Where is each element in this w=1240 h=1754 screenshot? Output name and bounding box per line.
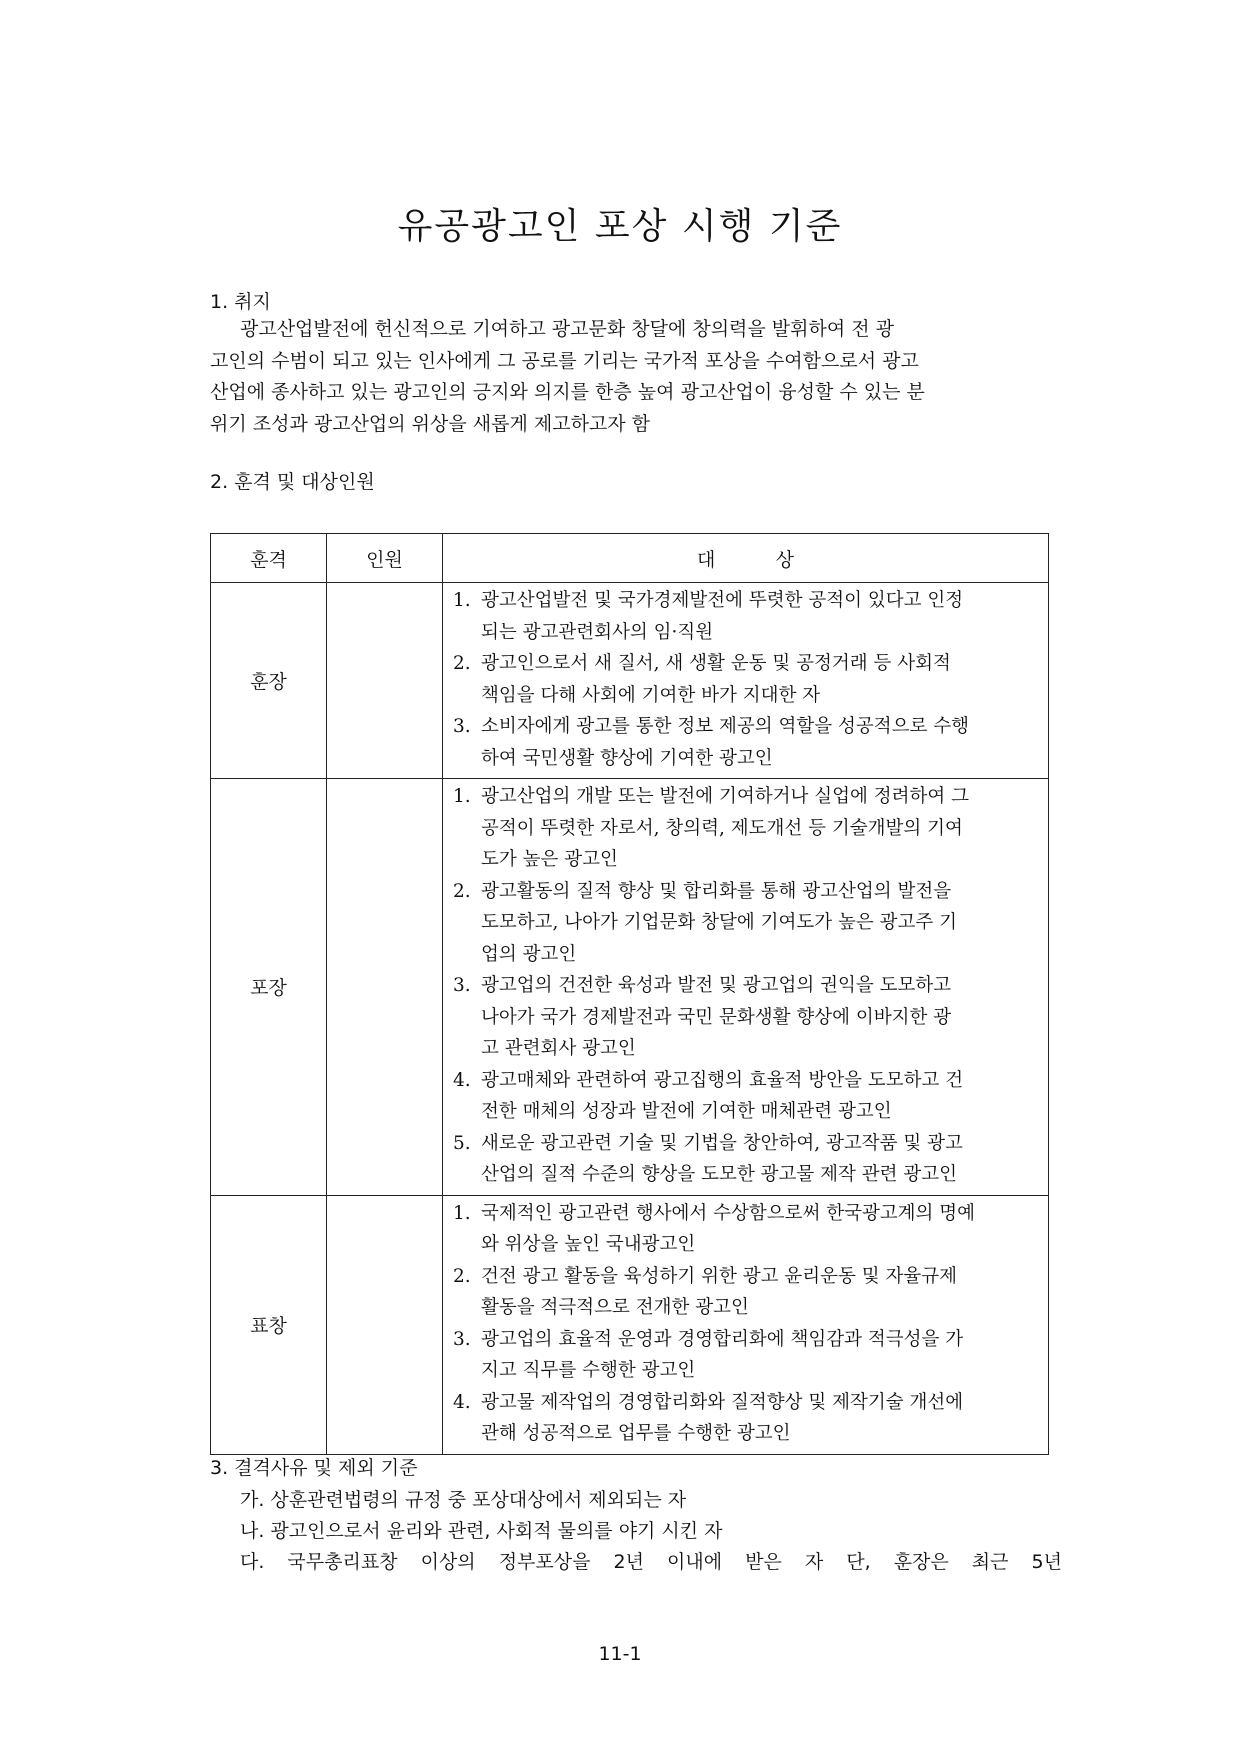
criteria-number: 2. [453,1265,471,1287]
criteria-number: 2. [453,653,471,674]
criteria-number: 3. [453,716,471,737]
criteria-line: 건전 광고 활동을 육성하기 위한 광고 윤리운동 및 자율규제 [481,1265,957,1287]
criteria-item [453,1198,1044,1261]
grade-cell: 포장 [211,779,327,1196]
criteria-text [481,711,1044,774]
section2-heading: 2. 훈격 및 대상인원 [210,471,375,493]
criteria-number: 3. [453,1328,471,1350]
criteria-text [481,1128,1044,1191]
criteria-text [481,585,1044,648]
criteria-text [481,970,1044,1065]
exclusion-item: 다. 국무총리표창 이상의 정부포상을 2년 이내에 받은 자 단, 훈장은 최근 5년 [240,1551,1062,1573]
criteria-number: 1. [453,1202,471,1224]
criteria-line: 광고활동의 질적 향상 및 합리화를 통해 광고산업의 발전을 [481,880,952,902]
header-grade: 훈격 [211,534,327,583]
header-target: 대 상 [443,534,1049,583]
criteria-number: 4. [453,1391,471,1413]
target-cell [443,583,1049,779]
criteria-line: 광고업의 건전한 육성과 발전 및 광고업의 권익을 도모하고 [481,975,952,996]
criteria-text [481,648,1044,711]
criteria-number: 4. [453,1069,471,1091]
criteria-line: 나아가 국가 경제발전과 국민 문화생활 향상에 이바지한 광 [481,1006,952,1028]
criteria-number: 5. [453,1132,471,1154]
criteria-line: 광고물 제작업의 경영합리화와 질적향상 및 제작기술 개선에 [481,1391,964,1413]
criteria-item [453,1128,1044,1191]
criteria-line: 하여 국민생활 향상에 기여한 광고인 [481,747,773,769]
criteria-item [453,1324,1044,1387]
criteria-line: 새로운 광고관련 기술 및 기법을 창안하여, 광고작품 및 광고 [481,1132,963,1154]
criteria-line: 고 관련회사 광고인 [481,1038,636,1059]
award-table [210,533,1049,1455]
criteria-item [453,1065,1044,1128]
table-header-row [211,534,1049,583]
table-row [211,583,1049,779]
criteria-line: 공적이 뚜렷한 자로서, 창의력, 제도개선 등 기술개발의 기여 [481,817,963,839]
criteria-text [481,1198,1044,1261]
criteria-text [481,1065,1044,1128]
criteria-item [453,585,1044,648]
section1-body [210,314,1060,440]
document-title: 유공광고인 포상 시행 기준 [397,206,843,247]
criteria-item [453,711,1044,774]
exclusion-item: 가. 상훈관련법령의 규정 중 포상대상에서 제외되는 자 [240,1489,687,1511]
criteria-number: 1. [453,590,471,611]
criteria-item [453,970,1044,1065]
section1-line: 광고산업발전에 헌신적으로 기여하고 광고문화 창달에 창의력을 발휘하여 전 광 [240,318,895,340]
criteria-item [453,1387,1044,1450]
criteria-number: 3. [453,975,471,996]
criteria-text [481,1261,1044,1324]
criteria-line: 전한 매체의 성장과 발전에 기여한 매체관련 광고인 [481,1101,892,1122]
criteria-line: 책임을 다해 사회에 기여한 바가 지대한 자 [481,684,821,706]
count-cell [327,1195,443,1454]
section3-heading: 3. 결격사유 및 제외 기준 [210,1457,418,1479]
criteria-line: 광고업의 효율적 운영과 경영합리화에 책임감과 적극성을 가 [481,1328,964,1350]
exclusion-item: 나. 광고인으로서 윤리와 관련, 사회적 물의를 야기 시킨 자 [240,1520,723,1542]
header-count: 인원 [327,534,443,583]
criteria-line: 관해 성공적으로 업무를 수행한 광고인 [481,1423,791,1444]
criteria-line: 산업의 질적 수준의 향상을 도모한 광고물 제작 관련 광고인 [481,1164,957,1185]
section1-line: 산업에 종사하고 있는 광고인의 긍지와 의지를 한층 높여 광고산업이 융성할 수 있는 분 [210,381,925,403]
criteria-text [481,1324,1044,1387]
criteria-line: 국제적인 광고관련 행사에서 수상함으로써 한국광고계의 명예 [481,1202,976,1224]
criteria-text [481,1387,1044,1450]
criteria-line: 소비자에게 광고를 통한 정보 제공의 역할을 성공적으로 수행 [481,716,969,737]
section1-line: 고인의 수범이 되고 있는 인사에게 그 공로를 기리는 국가적 포상을 수여함으로서 광고 [210,349,919,372]
criteria-number: 2. [453,880,471,902]
criteria-line: 와 위상을 높인 국내광고인 [481,1234,696,1255]
criteria-line: 업의 광고인 [481,943,577,965]
table-row [211,1195,1049,1454]
criteria-line: 광고산업발전 및 국가경제발전에 뚜렷한 공적이 있다고 인정 [481,590,964,611]
table-body [211,583,1049,1455]
criteria-text [481,781,1044,876]
criteria-text [481,876,1044,971]
section1-heading: 1. 취지 [210,291,271,313]
table-row [211,779,1049,1196]
target-cell [443,779,1049,1196]
criteria-line: 지고 직무를 수행한 광고인 [481,1360,696,1381]
criteria-item [453,781,1044,876]
criteria-line: 도모하고, 나아가 기업문화 창달에 기여도가 높은 광고주 기 [481,912,957,933]
criteria-line: 활동을 적극적으로 전개한 광고인 [481,1297,749,1318]
criteria-item [453,876,1044,971]
section1-line: 위기 조성과 광고산업의 위상을 새롭게 제고하고자 함 [210,412,651,435]
criteria-number: 1. [453,786,471,807]
criteria-line: 광고매체와 관련하여 광고집행의 효율적 방안을 도모하고 건 [481,1069,964,1091]
count-cell [327,779,443,1196]
grade-cell: 표창 [211,1195,327,1454]
target-cell [443,1195,1049,1454]
grade-cell: 훈장 [211,583,327,779]
criteria-line: 되는 광고관련회사의 임·직원 [481,621,714,643]
page-number: 11-1 [598,1643,642,1665]
criteria-line: 도가 높은 광고인 [481,849,618,870]
criteria-item [453,1261,1044,1324]
count-cell [327,583,443,779]
criteria-line: 광고산업의 개발 또는 발전에 기여하거나 실업에 정려하여 그 [481,786,969,807]
criteria-item [453,648,1044,711]
criteria-line: 광고인으로서 새 질서, 새 생활 운동 및 공정거래 등 사회적 [481,653,951,674]
